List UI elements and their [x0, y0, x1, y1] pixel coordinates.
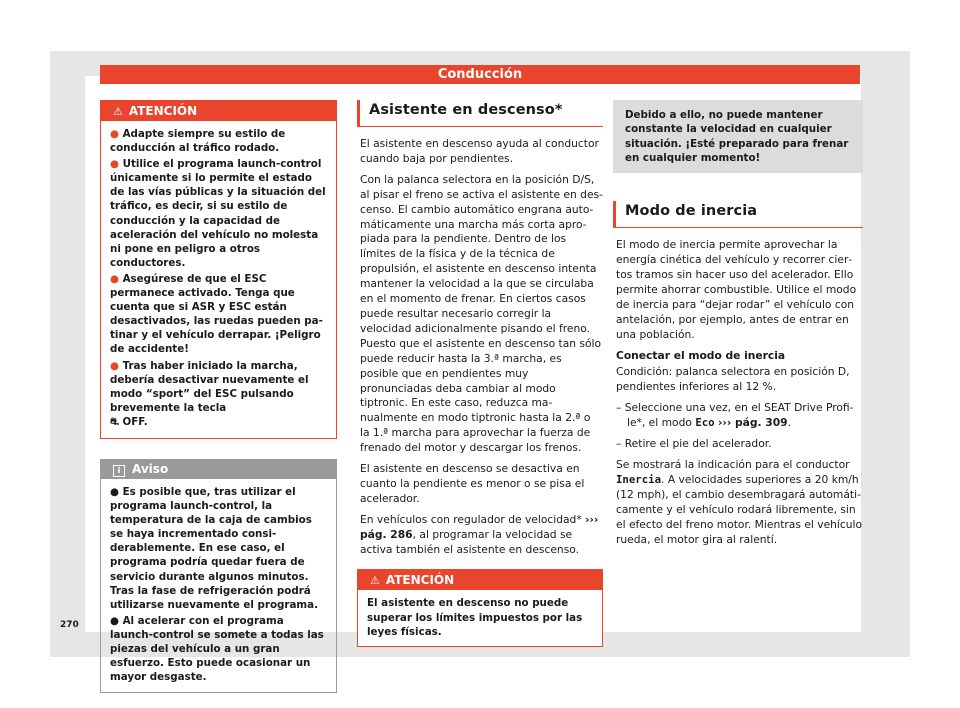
section-title-coasting-mode: Modo de inercia	[613, 201, 863, 228]
column-middle	[357, 100, 603, 647]
bullet-icon: ●	[110, 614, 123, 627]
warning-body	[101, 121, 336, 438]
warning-title: ATENCIÓN	[385, 573, 455, 588]
list-item: ● Adapte siempre su estilo de conducción al tráfico rodado.	[110, 128, 286, 155]
coasting-mode-body	[613, 238, 863, 547]
bullet-icon: ●	[110, 485, 123, 498]
list-item: ● Al acelerar con el programa launch-control se somete a todas las piezas del vehículo a un gran esfuerzo. Esto puede ocasionar un mayor desgaste.	[110, 614, 324, 684]
bullet-icon: ●	[110, 272, 123, 285]
page-number: 270	[60, 620, 79, 630]
paragraph: Se mostrará la indicación para el conductor Inercia. A velocidades superiores a 20 km/h (12 mph), el cambio desembragará automáticamente y el vehículo rodará libremente, sin el efecto del freno motor. Mientras el vehículo rueda, el motor gira al ralentí.	[616, 457, 863, 546]
column-left	[100, 100, 337, 693]
notice-body	[101, 479, 336, 692]
warning-title: ATENCIÓN	[128, 104, 198, 118]
continued-warning-box: Debido a ello, no puede mantener constante la velocidad en cualquier situación. ¡Esté preparado para frenar en cualquier momento!	[613, 100, 863, 173]
warning-triangle-icon: ⚠	[113, 105, 123, 118]
bullet-icon: ●	[110, 128, 123, 140]
info-icon: i	[113, 465, 125, 477]
esc-car-icon: ⛐	[110, 415, 119, 428]
list-item: ● Asegúrese de que el ESC permanece activado. Tenga que cuenta que si ASR y ESC están desactivados, las ruedas pueden patinar y el vehículo derrapar. ¡Peligro de accidente!	[110, 272, 323, 356]
notice-box	[100, 459, 337, 693]
warning-header	[101, 101, 336, 121]
section-title-descent-assist: Asistente en descenso*	[357, 100, 603, 127]
step-item: – Retire el pie del acelerador.	[616, 437, 772, 451]
warning-box	[100, 100, 337, 439]
esc-off-key: OFF.	[122, 415, 148, 428]
paragraph: El asistente en descenso se desactiva en cuanto la pendiente es menor o se pisa el acelerador.	[360, 462, 585, 505]
paragraph: Condición: palanca selectora en posición D, pendientes inferiores al 12 %.	[616, 365, 850, 394]
list-item: ● Tras haber iniciado la marcha, debería desactivar nuevamente el modo “sport” del ESC pulsando brevemente la tecla ⛐ OFF.	[110, 359, 309, 428]
list-item: ● Es posible que, tras utilizar el programa launch-control, la temperatura de la caja de cambios se haya incrementado considerablemente. En ese caso, el programa podría quedar fuera de servicio durante algunos minutos. Tras la fase de refrigeración podrá utilizarse nuevamente el programa.	[110, 485, 319, 611]
paragraph: El modo de inercia permite aprovechar la energía cinética del vehículo y recorrer ciertos tramos sin hacer uso del acelerador. Ello permite ahorrar combustible. Utilice el modo de inercia para “dejar rodar” el vehículo con antelación, por ejemplo, antes de entrar en una población.	[616, 238, 857, 341]
display-indication: Inercia	[616, 472, 662, 486]
notice-header	[101, 460, 336, 479]
list-item: ● Utilice el programa launch-control únicamente si lo permite el estado de las vías públicas y la situación del tráfico, es decir, si su estilo de conducción y la capacidad de aceleración del vehículo no molesta ni pone en peligro a otros conductores.	[110, 158, 326, 269]
bullet-icon: ●	[110, 359, 123, 372]
paragraph: El asistente en descenso ayuda al conductor cuando baja por pendientes.	[360, 137, 599, 165]
page-reference-link[interactable]: ››› pág. 286	[360, 512, 599, 541]
paragraph: Con la palanca selectora en la posición D/S, al pisar el freno se activa el asistente en descenso. El cambio automático engrana automáticamente una marcha más corta apropiada para la pendiente. Dentro de los límites de la física y de la técnica de propulsión, el asistente en descenso intenta mantener la velocidad a la que se circulaba en el momento de frenar. En ciertos casos puede resultar necesario corregir la velocidad adicionalmente pisando el freno. Puesto que el asistente en descenso tan sólo puede reducir hasta la 3.ª marcha, es posible que en pendientes muy pronunciadas deba cambiar al modo tiptronic. En este caso, reduzca manualmente en modo tiptronic hasta la 2.ª o la 1.ª marcha para aprovechar la fuerza de frenado del motor y descargar los frenos.	[360, 172, 603, 455]
notice-title: Aviso	[132, 461, 169, 476]
page-reference-link[interactable]: ››› pág. 309	[718, 416, 788, 430]
warning-body: El asistente en descenso no puede superar los límites impuestos por las leyes físicas.	[367, 597, 583, 638]
paragraph: En vehículos con regulador de velocidad* ››› pág. 286, al programar la velocidad se activa también el asistente en descenso.	[360, 512, 599, 556]
mode-label: Eco	[695, 416, 715, 430]
warning-triangle-icon: ⚠	[370, 574, 380, 588]
descent-assist-body	[357, 137, 603, 557]
warning-box	[357, 569, 603, 646]
bullet-icon: ●	[110, 158, 123, 171]
subheading: Conectar el modo de inercia	[616, 348, 786, 362]
warning-header	[358, 570, 602, 590]
step-item: – Seleccione una vez, en el SEAT Drive Profile*, el modo Eco ››› pág. 309.	[616, 401, 854, 430]
column-right	[613, 100, 863, 553]
chapter-header: Conducción	[100, 65, 860, 84]
